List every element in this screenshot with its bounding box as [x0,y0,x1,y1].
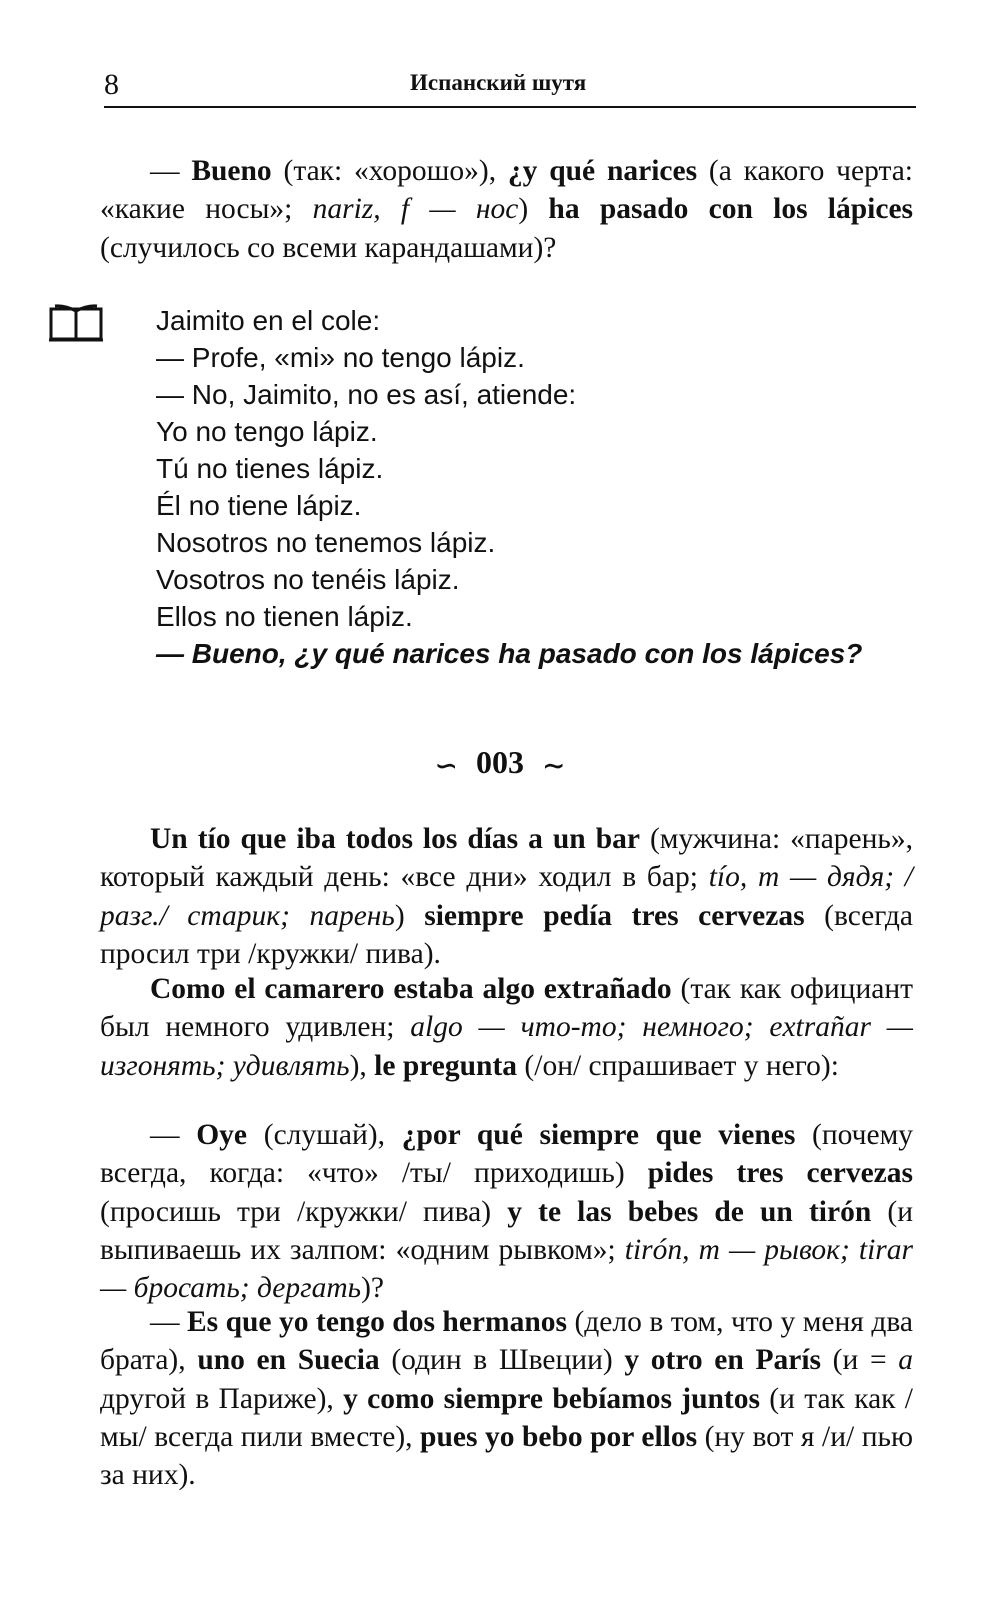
section-heading [0,744,1000,783]
dialogue-line: Nosotros no tenemos lápiz. [156,527,496,558]
dialogue-line: — Profe, «mi» no tengo lápiz. [156,342,525,373]
dialogue-line: — No, Jaimito, no es así, atiende: [156,379,577,410]
paragraph-intro: — Bueno (так: «хорошо»), ¿y qué narices (а какого черта: «какие носы»; nariz, f — нос) ha pasado con los lápices (случилось со всеми карандашами)? [100,155,914,264]
page-number: 8 [104,68,119,101]
dialogue-line: Ellos no tienen lápiz. [156,601,413,632]
dialogue-punchline: — Bueno, ¿y qué narices ha pasado con los lápices? [156,638,863,669]
dialogue-line: Tú no tienes lápiz. [156,453,384,484]
spanish-dialogue [156,302,916,672]
paragraph-1: Un tío que iba todos los días a un bar (мужчина: «парень», который каждый день: «все дни» ходил в бар; tío, m — дядя; /разг./ старик; парень) siempre pedía tres cervezas (всегда просил три /кружки/ пива). [100,823,914,970]
dialogue-line: Yo no tengo lápiz. [156,416,378,447]
book-title: Испанский шутя [410,70,587,95]
right-ornament-icon: ∼ [542,750,566,782]
paragraph-3: — Oye (слушай), ¿por qué siempre que vienes (почему всегда, когда: «что» /ты/ приходишь) pides tres cervezas (просишь три /кружки/ пива) y te las bebes de un tirón (и выпиваешь их залпом: «одним рывком»; tirón, m — рывок; tirar — бросать; дергать)? [100,1119,914,1305]
dialogue-line: Él no tiene lápiz. [156,490,362,521]
paragraph-4: — Es que yo tengo dos hermanos (дело в том, что у меня два брата), uno en Suecia (один в Швеции) y otro en París (и = а другой в Париже), y como siempre bebíamos juntos (и так как /мы/ всегда пили вместе), pues yo bebo por ellos (ну вот я /и/ пью за них). [100,1306,914,1492]
paragraph-2: Como el camarero estaba algo extrañado (так как официант был немного удивлен; algo — что-то; немного; extrañar — изгонять; удивлять), le pregunta (/он/ спрашивает у него): [100,973,914,1082]
section-number: 003 [476,744,524,780]
dialogue-line: Vosotros no tenéis lápiz. [156,564,460,595]
running-header [104,66,916,108]
left-ornament-icon: ∽ [434,750,458,782]
dialogue-line: Jaimito en el cole: [156,305,381,336]
open-book-icon [48,304,104,344]
